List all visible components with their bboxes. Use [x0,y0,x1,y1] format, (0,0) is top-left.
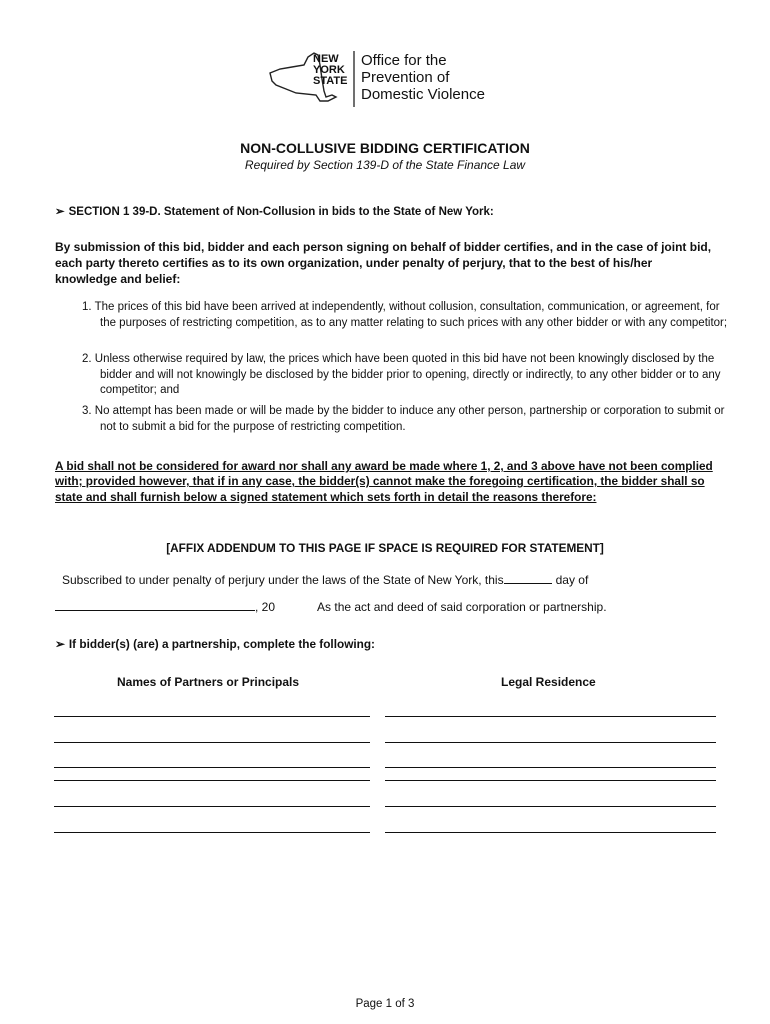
subscribed-line [62,571,588,587]
partner-name-line[interactable] [54,742,370,743]
page-number: Page 1 of 3 [355,998,415,1010]
act-deed-text: As the act and deed of said corporation or partnership. [317,600,607,614]
partner-name-line[interactable] [54,832,370,833]
residence-column-heading: Legal Residence [501,675,596,689]
legal-residence-line[interactable] [385,767,716,768]
affix-addendum-note: [AFFIX ADDENDUM TO THIS PAGE IF SPACE IS REQUIRED FOR STATEMENT] [166,541,604,555]
date-blank-field[interactable] [55,598,255,611]
arrow-bullet-icon: ➢ [55,637,65,651]
subscribed-text: Subscribed to under penalty of perjury under the laws of the State of New York, this [62,573,504,587]
award-warning-paragraph: A bid shall not be considered for award nor shall any award be made where 1, 2, and 3 above have not been complied with; provided however, that if in any case, the bidder(s) cannot make the foregoing certification, the bidder shall so state and shall furnish below a signed statement which sets forth in detail the reasons therefore: [55,459,713,504]
intro-paragraph: By submission of this bid, bidder and each person signing on behalf of bidder certifies, and in the case of joint bid, each party thereto certifies as to its own organization, under penalty of perjury, that to the best of his/her knowledge and belief: [55,240,712,286]
arrow-bullet-icon: ➢ [55,206,65,218]
nys-opdv-logo [266,45,506,109]
legal-residence-line[interactable] [385,716,716,717]
legal-residence-line[interactable] [385,806,716,807]
partner-name-line[interactable] [54,780,370,781]
logo-office-line2: Prevention of [361,69,450,86]
legal-residence-line[interactable] [385,742,716,743]
year-prefix: , 20 [255,600,276,614]
legal-residence-line[interactable] [385,832,716,833]
certification-item-1: 1. The prices of this bid have been arrived at independently, without collusion, consultation, communication, or agreement, for the purposes of restricting competition, as to any matter relating to such prices with any other bidder or with any competitor; [82,301,728,329]
logo-state: STATE [313,75,348,87]
logo-new: NEW [313,53,339,65]
document-title: NON-COLLUSIVE BIDDING CERTIFICATION [240,140,530,156]
document-subtitle: Required by Section 139-D of the State Finance Law [244,158,526,172]
certification-item-2: 2. Unless otherwise required by law, the prices which have been quoted in this bid have not been knowingly disclosed by the bidder and will not knowingly be disclosed by the bidder prior to opening, directly or indirectly, to any other bidder or to any competitor; and [82,353,721,396]
logo-york: YORK [313,64,345,76]
certification-item-3: 3. No attempt has been made or will be made by the bidder to induce any other person, partnership or corporation to submit or not to submit a bid for the purpose of restricting competition. [82,405,725,433]
legal-residence-line[interactable] [385,780,716,781]
section-heading [55,204,494,218]
day-of-text: day of [555,573,589,587]
partnership-heading [55,637,375,651]
logo-office-line1: Office for the [361,52,447,69]
logo-graphic [266,45,506,109]
partner-name-line[interactable] [54,806,370,807]
section-heading-text: SECTION 1 39-D. Statement of Non-Collusion in bids to the State of New York: [68,206,494,218]
partner-name-line[interactable] [54,716,370,717]
partnership-heading-text: If bidder(s) (are) a partnership, complete the following: [68,637,375,651]
year-line [55,598,607,614]
logo-office-line3: Domestic Violence [361,86,485,103]
partner-name-line[interactable] [54,767,370,768]
day-blank-field[interactable] [504,571,552,584]
partners-column-heading: Names of Partners or Principals [117,675,300,689]
